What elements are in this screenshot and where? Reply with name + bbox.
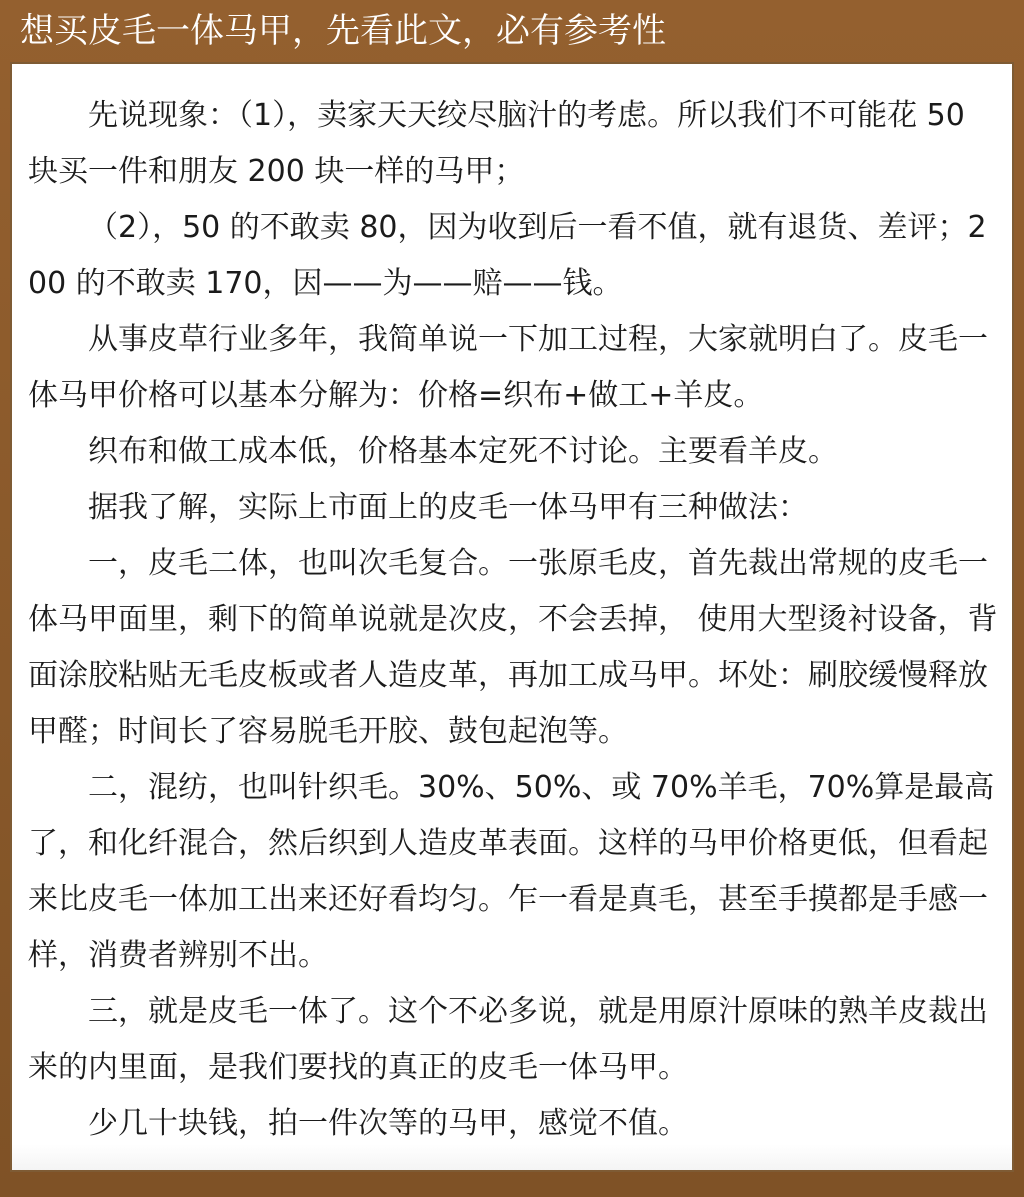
page-title: 想买皮毛一体马甲，先看此文，必有参考性 [20,11,666,51]
paragraph-9: 少几十块钱，拍一件次等的马甲，感觉不值。 [88,1106,688,1141]
article-body [28,88,1000,1152]
paragraph-7: 二，混纺，也叫针织毛。30%、50%、或 70%羊毛，70%算是最高了，和化纤混合，然后织到人造皮革表面。这样的马甲价格更低，但看起来比皮毛一体加工出来还好看均匀。乍一看是真毛，甚至手摸都是手感一样，消费者辨别不出。 [28,770,995,973]
header-bar [10,0,1014,62]
paragraph-2: （2），50 的不敢卖 80，因为收到后一看不值，就有退货、差评；200 的不敢卖 170，因——为——赔——钱。 [28,210,987,301]
article-card [10,62,1014,1172]
paragraph-6: 一，皮毛二体，也叫次毛复合。一张原毛皮，首先裁出常规的皮毛一体马甲面里，剩下的简单说就是次皮，不会丢掉， 使用大型烫衬设备，背面涂胶粘贴无毛皮板或者人造皮革，再加工成马甲。坏处：刷胶缓慢释放甲醛；时间长了容易脱毛开胶、鼓包起泡等。 [28,546,998,749]
paragraph-4: 织布和做工成本低，价格基本定死不讨论。主要看羊皮。 [88,434,838,469]
paragraph-3: 从事皮草行业多年，我简单说一下加工过程，大家就明白了。皮毛一体马甲价格可以基本分解为：价格=织布+做工+羊皮。 [28,322,988,413]
paragraph-1: 先说现象：（1），卖家天天绞尽脑汁的考虑。所以我们不可能花 50 块买一件和朋友 200 块一样的马甲； [28,98,965,189]
paragraph-5: 据我了解，实际上市面上的皮毛一体马甲有三种做法： [88,490,808,525]
paragraph-8: 三，就是皮毛一体了。这个不必多说，就是用原汁原味的熟羊皮裁出来的内里面，是我们要找的真正的皮毛一体马甲。 [28,994,988,1085]
